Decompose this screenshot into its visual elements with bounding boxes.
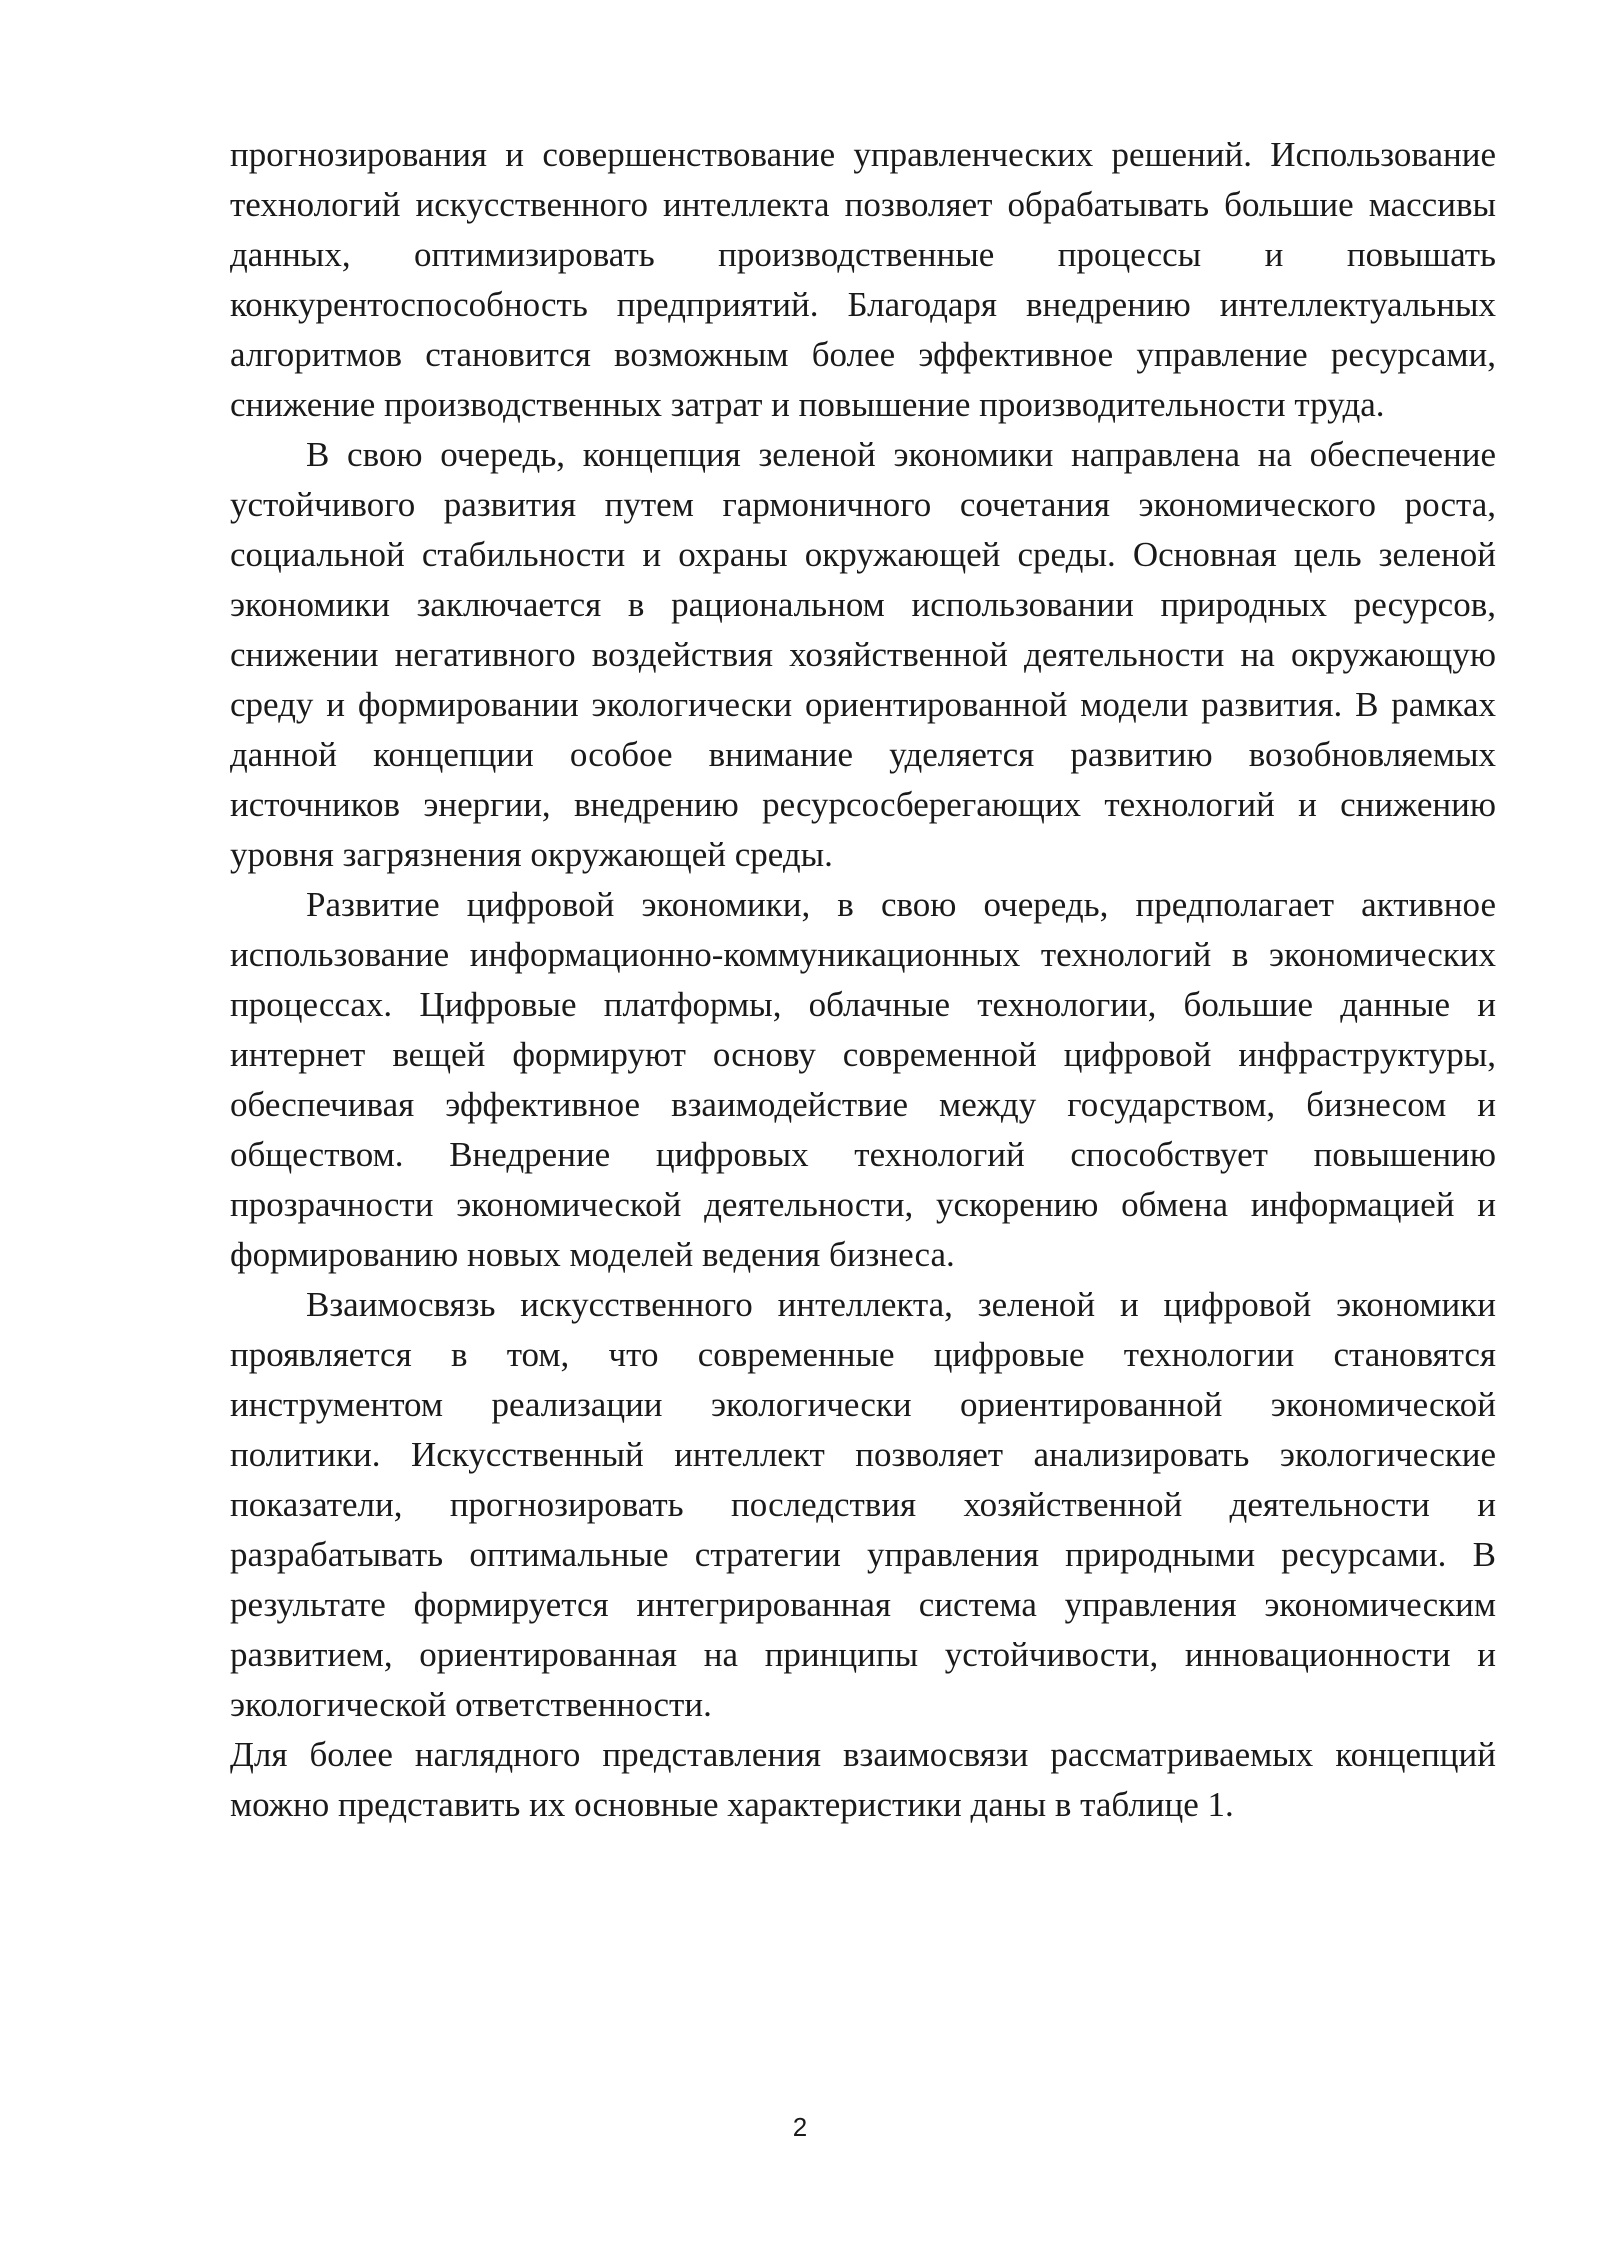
paragraph-green-economy: В свою очередь, концепция зеленой экономики направлена на обеспечение устойчивого развития путем гармоничного сочетания экономического роста, социальной стабильности и охраны окружающей среды. Основная цель зеленой экономики заключается в рациональном использовании природных ресурсов, снижении негативного воздействия хозяйственной деятельности на окружающую среду и формировании экологически ориентированной модели развития. В рамках данной концепции особое внимание уделяется развитию возобновляемых источников энергии, внедрению ресурсосберегающих технологий и снижению уровня загрязнения окружающей среды. <box>230 435 1496 874</box>
paragraph-interrelation: Взаимосвязь искусственного интеллекта, зеленой и цифровой экономики проявляется в том, что современные цифровые технологии становятся инструментом реализации экологически ориентированной экономической политики. Искусственный интеллект позволяет анализировать экологические показатели, прогнозировать последствия хозяйственной деятельности и разрабатывать оптимальные стратегии управления природными ресурсами. В результате формируется интегрированная система управления экономическим развитием, ориентированная на принципы устойчивости, инновационности и экологической ответственности. <box>230 1285 1496 1724</box>
page-number: 2 <box>792 2112 808 2142</box>
paragraph-continuation: прогнозирования и совершенствование управленческих решений. Использование технологий искусственного интеллекта позволяет обрабатывать большие массивы данных, оптимизировать производственные процессы и повышать конкурентоспособность предприятий. Благодаря внедрению интеллектуальных алгоритмов становится возможным более эффективное управление ресурсами, снижение производственных затрат и повышение производительности труда. <box>230 135 1496 424</box>
document-body <box>230 130 1496 1830</box>
paragraph-table-reference: Для более наглядного представления взаимосвязи рассматриваемых концепций можно представить их основные характеристики даны в таблице 1. <box>230 1735 1496 1824</box>
paragraph-digital-economy: Развитие цифровой экономики, в свою очередь, предполагает активное использование информационно-коммуникационных технологий в экономических процессах. Цифровые платформы, облачные технологии, большие данные и интернет вещей формируют основу современной цифровой инфраструктуры, обеспечивая эффективное взаимодействие между государством, бизнесом и обществом. Внедрение цифровых технологий способствует повышению прозрачности экономической деятельности, ускорению обмена информацией и формированию новых моделей ведения бизнеса. <box>230 885 1496 1274</box>
